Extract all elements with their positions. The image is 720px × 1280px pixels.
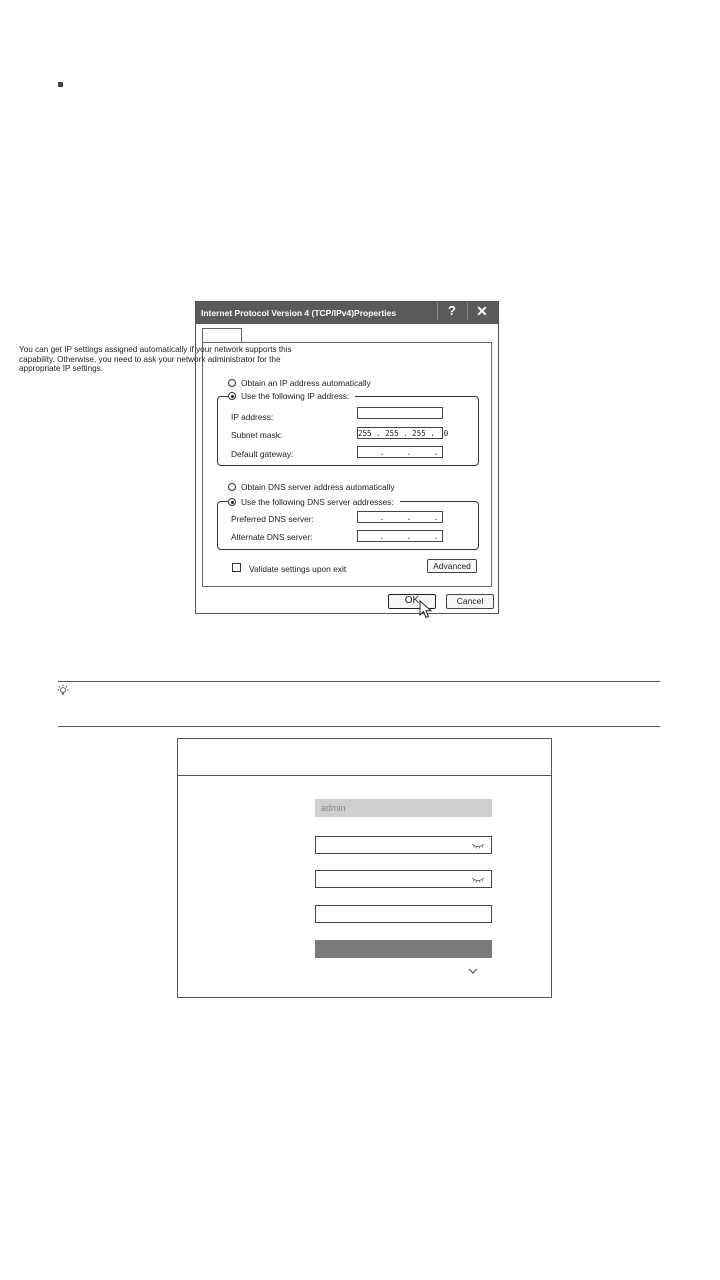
- default-gateway-field[interactable]: . . .: [357, 446, 443, 458]
- square-bullet-icon: [58, 82, 63, 87]
- alternate-dns-field[interactable]: . . .: [357, 530, 443, 542]
- ip-address-field[interactable]: [357, 407, 443, 419]
- subnet-mask-label: Subnet mask:: [231, 430, 283, 440]
- alternate-dns-label: Alternate DNS server:: [231, 532, 313, 542]
- cancel-button[interactable]: Cancel: [446, 594, 494, 609]
- preferred-dns-field[interactable]: . . .: [357, 511, 443, 523]
- tip-top-rule: [58, 681, 660, 682]
- subnet-mask-field[interactable]: 255 . 255 . 255 . 0: [358, 429, 449, 438]
- confirm-password-field[interactable]: [315, 870, 492, 888]
- obtain-dns-option[interactable]: [228, 482, 395, 492]
- submit-button[interactable]: [315, 940, 492, 958]
- mouse-pointer-icon: [419, 600, 433, 620]
- lightbulb-icon: [57, 684, 69, 696]
- eye-closed-icon[interactable]: [471, 842, 485, 850]
- validate-label: Validate settings upon exit: [249, 564, 347, 574]
- close-button[interactable]: ✕: [467, 302, 496, 320]
- obtain-ip-option[interactable]: [228, 378, 371, 388]
- dialog-titlebar: [196, 302, 498, 324]
- ok-button[interactable]: OK: [388, 594, 436, 609]
- username-field: admin: [315, 799, 492, 817]
- preferred-dns-label: Preferred DNS server:: [231, 514, 314, 524]
- obtain-dns-label: Obtain DNS server address automatically: [241, 482, 395, 492]
- use-dns-label: Use the following DNS server addresses:: [241, 497, 394, 507]
- dialog-title: Internet Protocol Version 4 (TCP/IPv4)Properties: [201, 308, 397, 318]
- chevron-down-icon[interactable]: [468, 968, 478, 975]
- tip-bottom-rule: [58, 726, 660, 727]
- advanced-button[interactable]: Advanced: [427, 559, 477, 573]
- intro-text: You can get IP settings assigned automatically if your network supports this capability. Otherwise, you need to ask your network administrator for the appropriate IP settings.: [19, 345, 292, 373]
- password-field[interactable]: [315, 836, 492, 854]
- use-dns-option[interactable]: [228, 497, 400, 507]
- tab-general[interactable]: [202, 328, 242, 343]
- use-ip-option[interactable]: [228, 391, 355, 401]
- default-gateway-label: Default gateway:: [231, 449, 294, 459]
- validate-checkbox[interactable]: [232, 563, 241, 572]
- login-form: [177, 738, 552, 998]
- login-header-divider: [178, 775, 551, 776]
- use-dns-radio[interactable]: [228, 498, 236, 506]
- ip-address-label: IP address:: [231, 412, 274, 422]
- dns-server-group: [217, 501, 479, 550]
- obtain-ip-label: Obtain an IP address automatically: [241, 378, 371, 388]
- obtain-ip-radio[interactable]: [228, 379, 236, 387]
- use-ip-radio[interactable]: [228, 392, 236, 400]
- eye-closed-icon[interactable]: [471, 876, 485, 884]
- obtain-dns-radio[interactable]: [228, 483, 236, 491]
- help-button[interactable]: ?: [437, 302, 466, 320]
- use-ip-label: Use the following IP address:: [241, 391, 350, 401]
- email-field[interactable]: [315, 905, 492, 923]
